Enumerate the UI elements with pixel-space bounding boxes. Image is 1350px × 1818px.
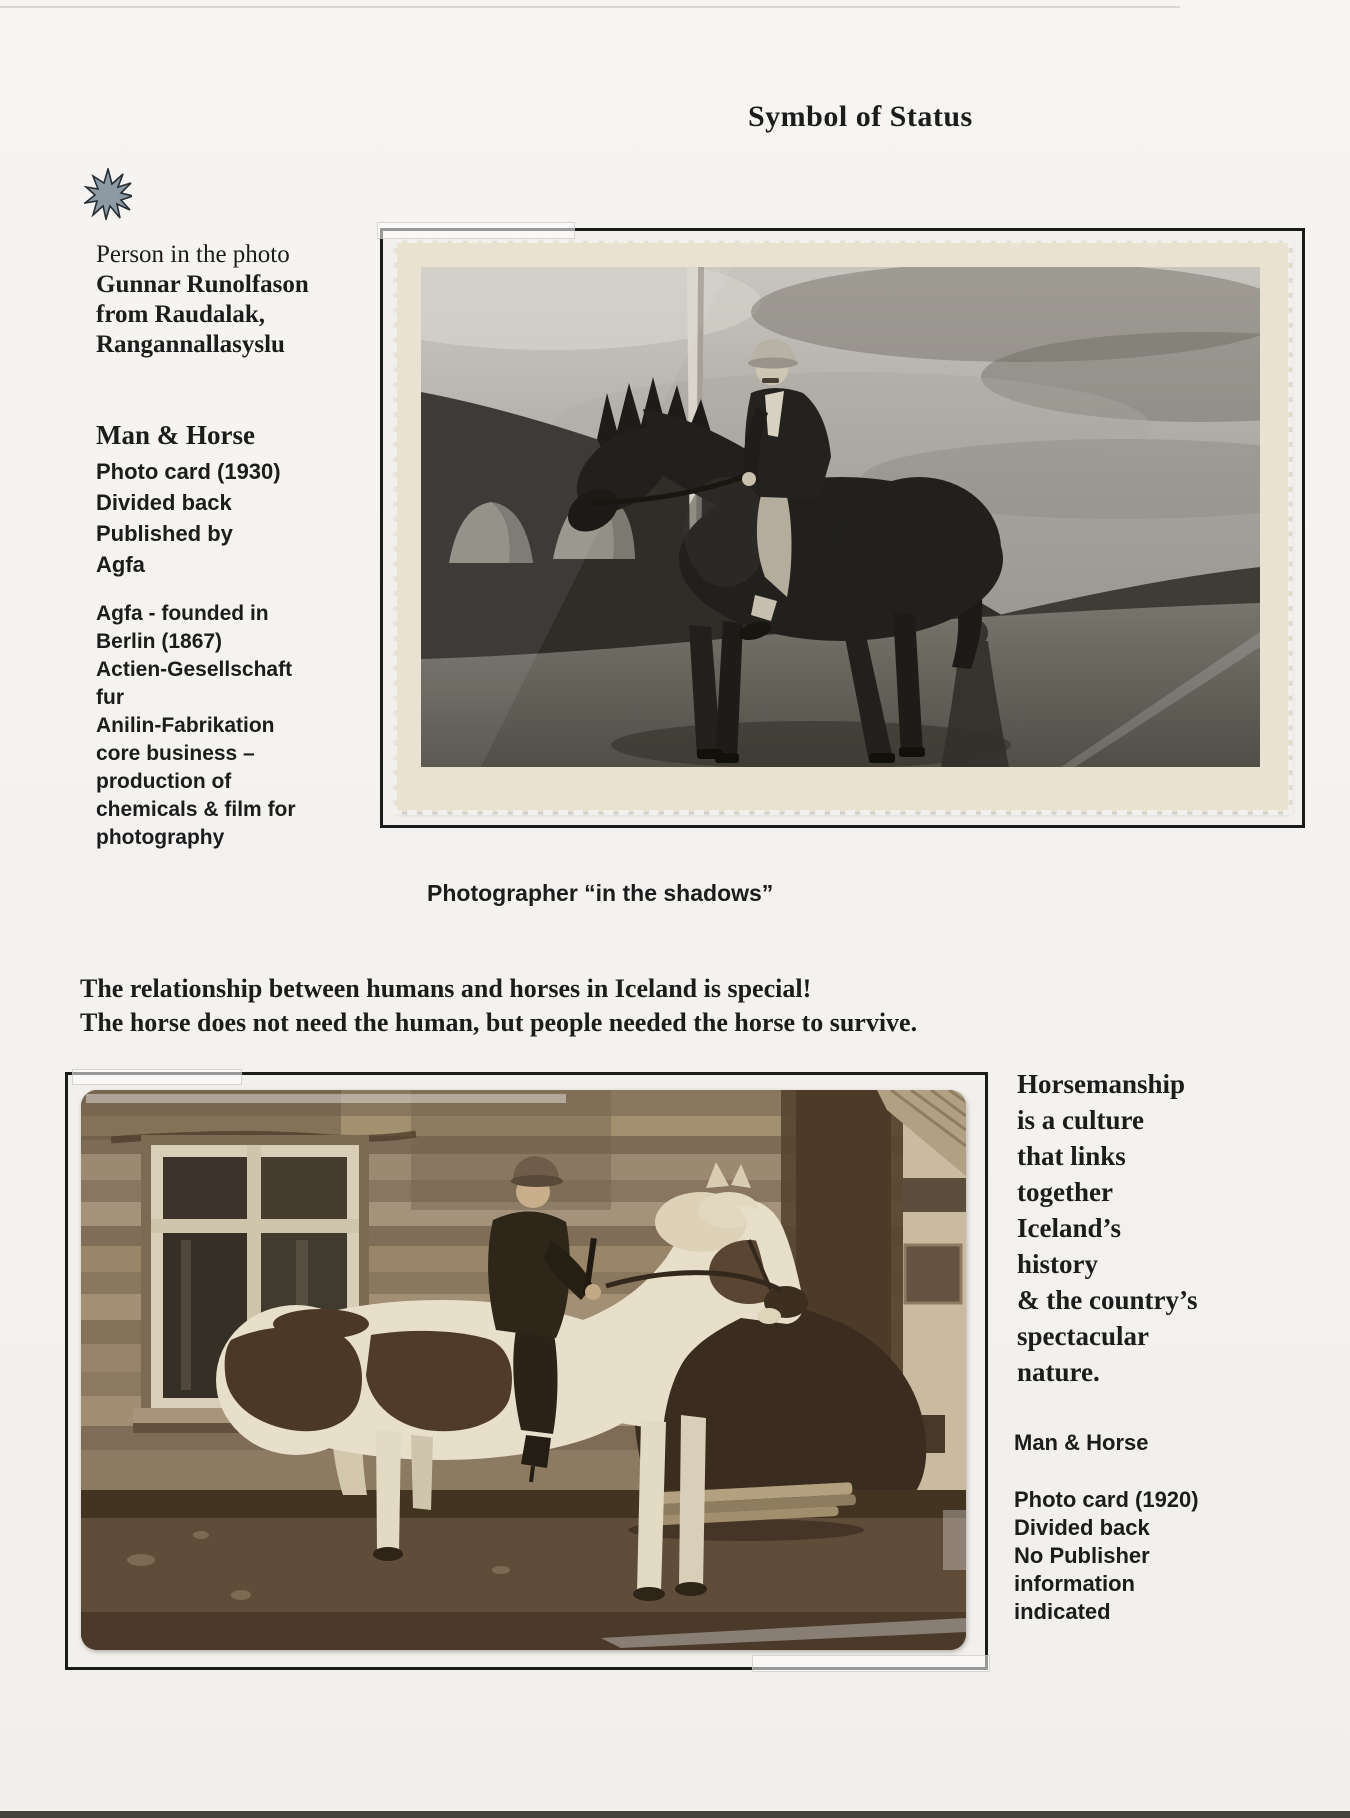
page-title: Symbol of Status (748, 100, 973, 133)
agfa-info-line: Anilin-Fabrikation (96, 714, 275, 737)
quote-line: nature. (1017, 1357, 1100, 1387)
person-name-line: from Raudalak, (96, 301, 266, 328)
agfa-info-block (96, 600, 296, 852)
body-text-line: The relationship between humans and horses in Iceland is special! (80, 974, 812, 1003)
card2-detail-line: Divided back (1014, 1515, 1150, 1540)
quote-line: spectacular (1017, 1321, 1149, 1351)
photo2-image (81, 1090, 966, 1650)
card1-detail-line: Photo card (1930) (96, 459, 281, 484)
tape-strip (752, 1655, 990, 1672)
glare-edge (943, 1510, 966, 1570)
card1-details-block (96, 456, 281, 580)
card1-detail-line: Published by (96, 521, 233, 546)
card2-detail-line: information (1014, 1571, 1135, 1596)
body-text (80, 972, 917, 1040)
photo2-print (81, 1090, 966, 1650)
person-in-photo-block (96, 240, 309, 360)
person-label: Person in the photo (96, 241, 290, 268)
quote-line: Horsemanship (1017, 1069, 1186, 1099)
agfa-info-line: Agfa - founded in (96, 602, 269, 625)
photo1-image (421, 267, 1260, 767)
card1-detail-line: Divided back (96, 490, 232, 515)
quote-line: Iceland’s (1017, 1213, 1122, 1243)
body-text-line: The horse does not need the human, but people needed the horse to survive. (80, 1008, 918, 1037)
card1-title: Man & Horse (96, 420, 255, 450)
quote-line: that links (1017, 1141, 1126, 1171)
card2-detail-line: No Publisher (1014, 1543, 1150, 1568)
agfa-info-line: Berlin (1867) (96, 630, 223, 653)
quote-line: together (1017, 1177, 1113, 1207)
agfa-info-line: chemicals & film for (96, 798, 296, 821)
photo1-caption: Photographer “in the shadows” (427, 880, 774, 906)
horsemanship-quote (1017, 1066, 1197, 1390)
photo1-print (395, 241, 1290, 812)
scan-edge-bottom (0, 1811, 1350, 1818)
agfa-info-line: photography (96, 826, 225, 849)
card2-detail-line: indicated (1014, 1599, 1111, 1624)
tape-strip (377, 222, 575, 239)
person-name-line: Gunnar Runolfason (96, 271, 309, 298)
card1-detail-line: Agfa (96, 552, 145, 577)
photo1-frame (380, 228, 1305, 828)
card2-details-block (1014, 1486, 1199, 1626)
scan-edge-top (0, 6, 1180, 8)
card2-detail-line: Photo card (1920) (1014, 1487, 1199, 1512)
agfa-info-line: production of (96, 770, 232, 793)
person-name-line: Rangannallasyslu (96, 331, 285, 358)
card2-title: Man & Horse (1014, 1430, 1149, 1455)
agfa-info-line: Actien-Gesellschaft (96, 658, 293, 681)
quote-line: & the country’s (1017, 1285, 1198, 1315)
photo2-frame (65, 1072, 988, 1670)
agfa-info-line: core business – (96, 742, 255, 765)
quote-line: is a culture (1017, 1105, 1144, 1135)
quote-line: history (1017, 1249, 1098, 1279)
burst-star-icon (84, 168, 132, 220)
glare-streak-top (86, 1094, 566, 1103)
agfa-info-line: fur (96, 686, 124, 709)
tape-strip (72, 1069, 242, 1085)
